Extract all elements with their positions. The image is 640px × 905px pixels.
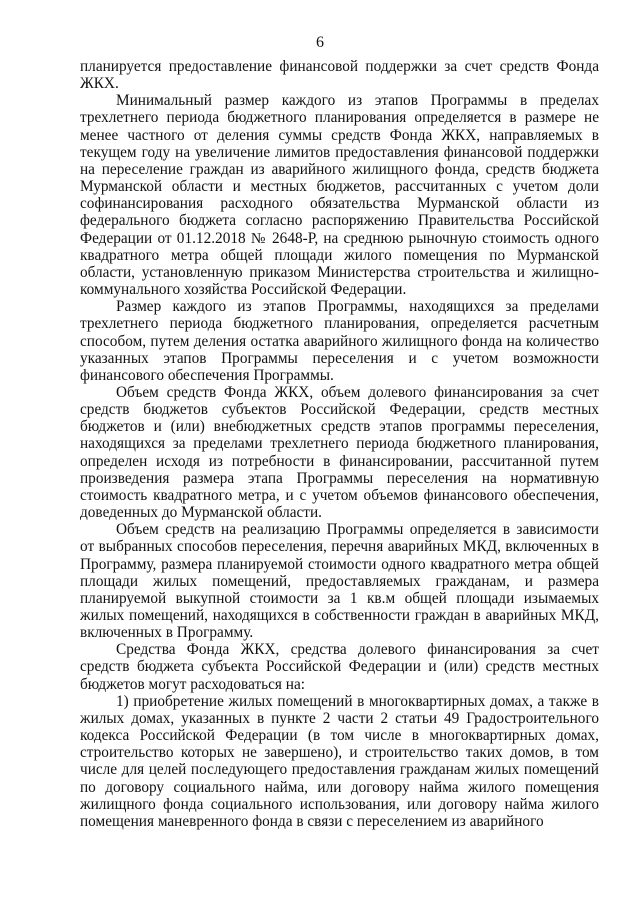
- page-number: 6: [316, 34, 324, 51]
- paragraph-stage-size-beyond-period: Размер каждого из этапов Программы, находящихся за пределами трехлетнего периода бюджетного планирования, определяется расчетным способом, путем деления остатка аварийного жилищного фонда на количество указанных этапов Программы переселения и с учетом возможности финансового обеспечения Программы.: [80, 298, 599, 384]
- list-item-1: 1) приобретение жилых помещений в многоквартирных домах, а также в жилых домах, указанных в пункте 2 части 2 статьи 49 Градостроительного кодекса Российской Федерации (в том числе в многоквартирных домах, строительство которых не завершено), и строительство таких домов, в том числе для целей последующего предоставления гражданам жилых помещений по договору социального найма, или договору найма жилого помещения жилищного фонда социального использования, или договору найма жилого помещения маневренного фонда в связи с переселением из аварийного: [80, 692, 599, 830]
- body-text: [80, 58, 599, 830]
- paragraph-fund-volume: Объем средств Фонда ЖКХ, объем долевого финансирования за счет средств бюджетов субъектов Российской Федерации, средств местных бюджетов и (или) внебюджетных средств этапов программы переселения, находящихся за пределами трехлетнего периода бюджетного планирования, определен исходя из потребности в финансировании, рассчитанной путем произведения размера этапа Программы переселения на нормативную стоимость квадратного метра, и с учетом объемов финансового обеспечения, доведенных до Мурманской области.: [80, 383, 599, 522]
- paragraph-minimum-stage-size: Минимальный размер каждого из этапов Программы в пределах трехлетнего периода бюджетного планирования определяется в размере не менее частного от деления суммы средств Фонда ЖКХ, направляемых в текущем году на увеличение лимитов предоставления финансовой поддержки на переселение граждан из аварийного жилищного фонда, средств бюджета Мурманской области и местных бюджетов, рассчитанных с учетом доли софинансирования расходного обязательства Мурманской области из федерального бюджета согласно распоряжению Правительства Российской Федерации от 01.12.2018 № 2648-Р, на среднюю рыночную стоимость одного квадратного метра общей площади жилого помещения по Мурманской области, установленную приказом Министерства строительства и жилищно-коммунального хозяйства Российской Федерации.: [80, 92, 599, 299]
- paragraph-spending-purposes: Средства Фонда ЖКХ, средства долевого финансирования за счет средств бюджета субъекта Российской Федерации и (или) средств местных бюджетов могут расходоваться на:: [80, 641, 599, 693]
- paragraph-continuation: планируется предоставление финансовой поддержки за счет средств Фонда ЖКХ.: [80, 58, 599, 93]
- paragraph-program-funding-volume: Объем средств на реализацию Программы определяется в зависимости от выбранных способов переселения, перечня аварийных МКД, включенных в Программу, размера планируемой стоимости одного квадратного метра общей площади жилых помещений, предоставляемых гражданам, и размера планируемой выкупной стоимости за 1 кв.м общей площади изымаемых жилых помещений, находящихся в собственности граждан в аварийных МКД, включенных в Программу.: [80, 521, 599, 642]
